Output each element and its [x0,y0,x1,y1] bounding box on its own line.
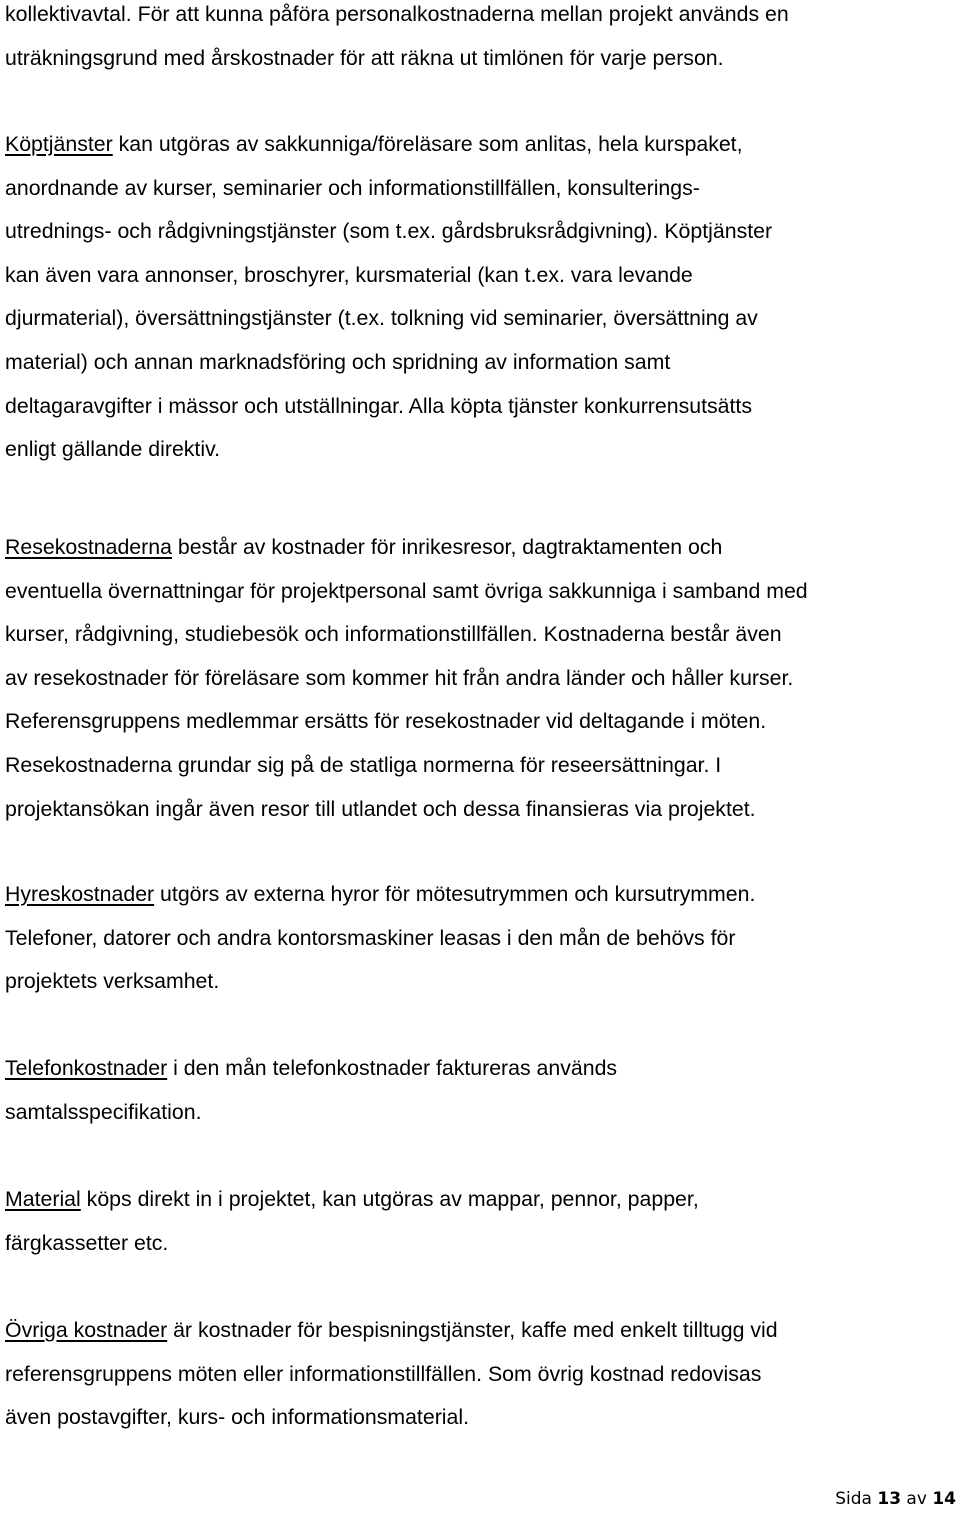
text-line: referensgruppens möten eller informationstillfällen. Som övrig kostnad redovisas [5,1361,762,1386]
text-line [5,873,755,917]
text-line: Referensgruppens medlemmar ersätts för resekostnader vid deltagande i möten. [5,709,767,734]
term-koptjanster: Köptjänster [5,132,113,156]
page-number-footer [835,1489,956,1509]
term-telefonkostnader: Telefonkostnader [5,1056,168,1080]
text-line: färgkassetter etc. [5,1230,169,1255]
paragraph-ovriga-kostnader [5,1309,778,1440]
text-line: Resekostnaderna grundar sig på de statliga normerna för reseersättningar. I [5,752,722,777]
text-line: kurser, rådgivning, studiebesök och informationstillfällen. Kostnaderna består även [5,622,782,647]
page-label-middle: av [901,1489,933,1509]
term-material: Material [5,1187,81,1211]
text-line: utrednings- och rådgivningstjänster (som t.ex. gårdsbruksrådgivning). Köptjänster [5,219,773,244]
text-line: av resekostnader för föreläsare som kommer hit från andra länder och håller kurser. [5,665,794,690]
text-line: Telefoner, datorer och andra kontorsmaskiner leasas i den mån de behövs för [5,925,736,950]
text-line: anordnande av kurser, seminarier och informationstillfällen, konsulterings- [5,175,700,200]
paragraph-hyreskostnader [5,873,755,1004]
paragraph-personalkostnader-continuation [5,0,789,80]
text-line: uträkningsgrund med årskostnader för att räkna ut timlönen för varje person. [5,45,724,70]
text-fragment: utgörs av externa hyror för mötesutrymmen och kursutrymmen. [154,882,756,906]
text-line: djurmaterial), översättningstjänster (t.ex. tolkning vid seminarier, översättning av [5,306,758,331]
text-fragment: kan utgöras av sakkunniga/föreläsare som anlitas, hela kurspaket, [112,132,743,156]
text-fragment: köps direkt in i projektet, kan utgöras av mappar, pennor, papper, [80,1187,699,1211]
text-line: material) och annan marknadsföring och spridning av information samt [5,349,671,374]
text-line: även postavgifter, kurs- och informationsmaterial. [5,1405,470,1430]
current-page-number: 13 [877,1489,902,1509]
text-line: eventuella övernattningar för projektpersonal samt övriga sakkunniga i samband med [5,578,808,603]
text-fragment: består av kostnader för inrikesresor, dagtraktamenten och [171,535,723,559]
text-fragment: är kostnader för bespisningstjänster, kaffe med enkelt tilltugg vid [167,1318,778,1342]
text-line [5,123,772,167]
text-line [5,1309,778,1353]
paragraph-telefonkostnader [5,1047,617,1134]
text-line [5,1047,617,1091]
text-fragment: i den mån telefonkostnader faktureras används [167,1056,618,1080]
paragraph-koptjanster [5,123,772,472]
paragraph-material [5,1178,699,1265]
paragraph-resekostnaderna [5,526,808,831]
total-page-count: 14 [932,1489,956,1509]
text-line [5,526,808,570]
text-line: kan även vara annonser, broschyrer, kursmaterial (kan t.ex. vara levande [5,262,693,287]
text-line: projektansökan ingår även resor till utlandet och dessa finansieras via projektet. [5,796,756,821]
text-line: enligt gällande direktiv. [5,437,221,462]
text-line: kollektivavtal. För att kunna påföra personalkostnaderna mellan projekt används en [5,2,789,26]
text-line [5,1178,699,1222]
text-line: projektets verksamhet. [5,969,220,994]
term-ovriga-kostnader: Övriga kostnader [5,1318,168,1342]
page-label-prefix: Sida [835,1489,878,1509]
term-hyreskostnader: Hyreskostnader [5,882,155,906]
text-line: deltagaravgifter i mässor och utställningar. Alla köpta tjänster konkurrensutsätts [5,393,752,418]
term-resekostnaderna: Resekostnaderna [5,535,172,559]
text-line: samtalsspecifikation. [5,1099,202,1124]
